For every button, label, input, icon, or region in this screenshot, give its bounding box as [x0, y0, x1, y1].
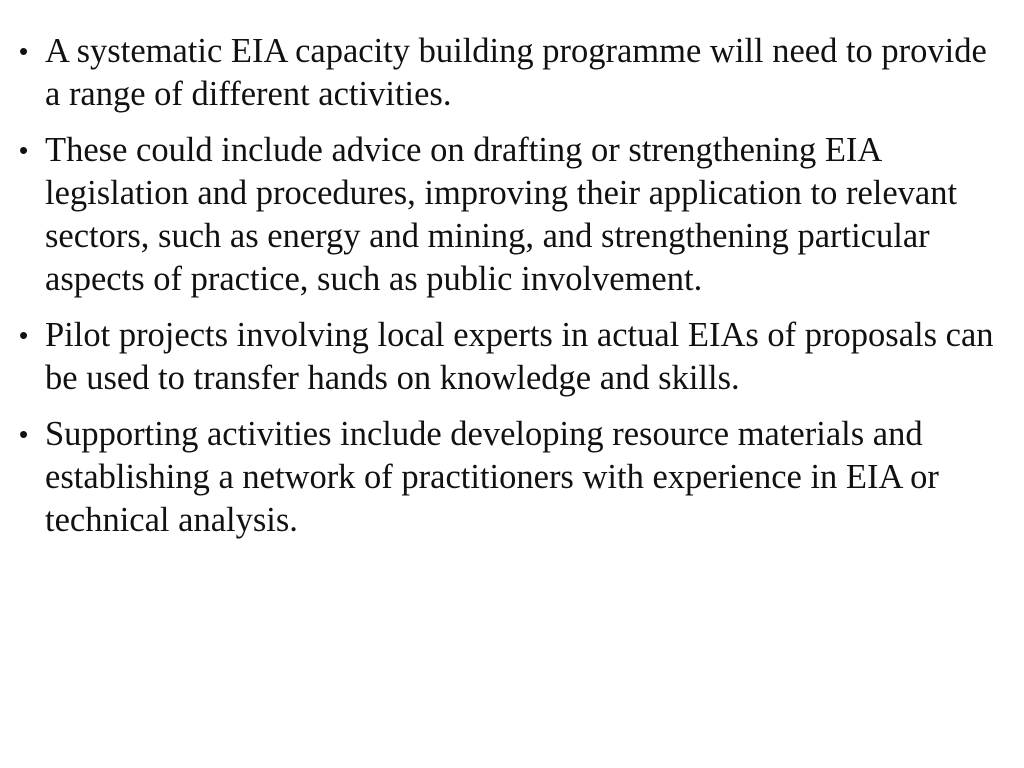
- bullet-item-2: [0, 129, 1024, 301]
- bullet-item-3: [0, 314, 1024, 400]
- bullet-item-4: [0, 413, 1024, 542]
- bullet-text-2: These could include advice on drafting or strengthening EIA legislation and procedures, improving their application to relevant sectors, such as energy and mining, and strengthening particular aspects of practice, such as public involvement.: [45, 131, 958, 298]
- bullet-text-3: Pilot projects involving local experts in actual EIAs of proposals can be used to transfer hands on knowledge and skills.: [45, 316, 994, 397]
- bullet-dot-icon: •: [19, 36, 29, 66]
- bullet-text-4: Supporting activities include developing resource materials and establishing a network of practitioners with experience in EIA or technical analysis.: [45, 415, 939, 539]
- bullet-dot-icon: •: [19, 320, 29, 350]
- bullet-text-1: A systematic EIA capacity building programme will need to provide a range of different activities.: [45, 32, 987, 113]
- bullet-list: [0, 30, 1024, 555]
- bullet-item-1: [0, 30, 1024, 116]
- bullet-dot-icon: •: [19, 135, 29, 165]
- bullet-dot-icon: •: [19, 419, 29, 449]
